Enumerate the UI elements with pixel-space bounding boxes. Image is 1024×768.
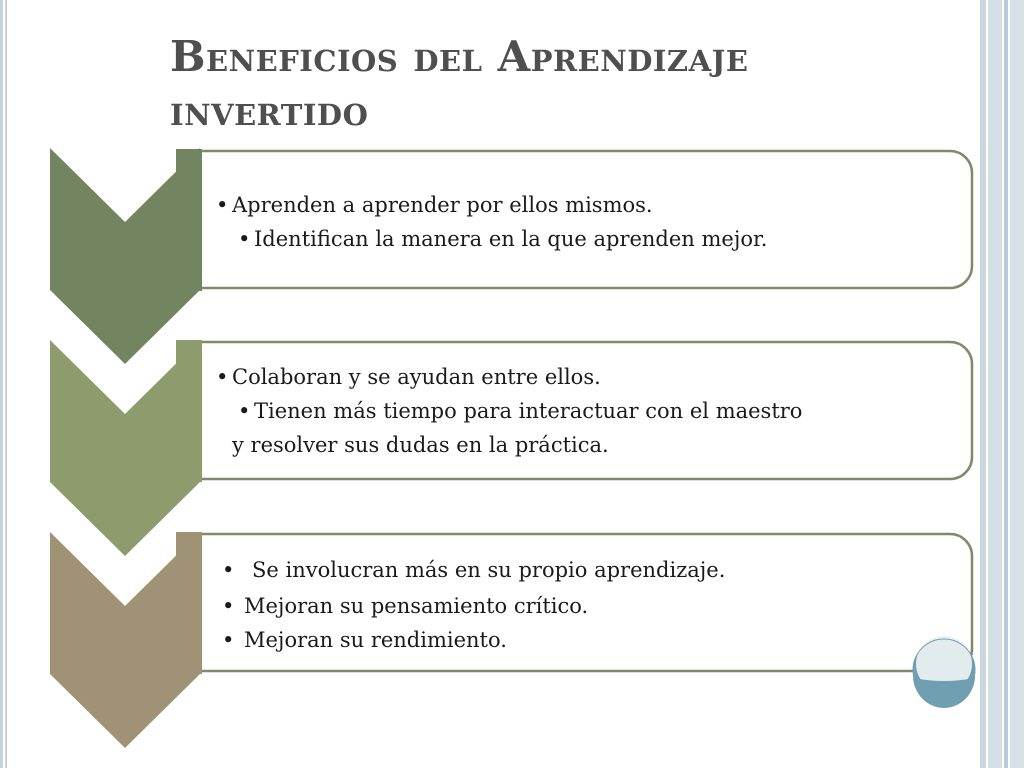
bullet-continuation <box>216 428 956 462</box>
bullet-glyph: • <box>222 628 235 652</box>
slide-title: Beneficios del Aprendizaje invertido <box>170 32 749 135</box>
bullet-glyph: • <box>216 193 229 217</box>
chevron-1-connector <box>176 149 202 291</box>
bullet-text: Colaboran y se ayudan entre ellos. <box>232 365 601 389</box>
step-3-text <box>222 553 962 657</box>
bullet-text: Identifican la manera en la que aprenden mejor. <box>254 227 768 251</box>
bullet-item <box>222 623 962 657</box>
bullet-glyph: • <box>222 594 235 618</box>
bullet-item <box>216 394 956 428</box>
bullet-item <box>222 589 962 623</box>
bullet-text: Tienen más tiempo para interactuar con el maestro <box>254 399 803 423</box>
bullet-glyph: • <box>238 227 251 251</box>
bullet-text: Mejoran su pensamiento crítico. <box>244 594 589 618</box>
step-1-text <box>216 188 956 256</box>
bullet-text: y resolver sus dudas en la práctica. <box>232 433 609 457</box>
bullet-glyph: • <box>222 558 235 582</box>
chevron-2-connector <box>176 340 202 482</box>
bullet-glyph: • <box>216 365 229 389</box>
bullet-text: Aprenden a aprender por ellos mismos. <box>232 193 653 217</box>
bullet-item <box>216 188 956 222</box>
bullet-text: Se involucran más en su propio aprendizaje. <box>252 558 726 582</box>
chevron-3-connector <box>176 532 202 674</box>
bullet-text: Mejoran su rendimiento. <box>244 628 507 652</box>
bullet-item <box>222 553 962 587</box>
bullet-glyph: • <box>238 399 251 423</box>
step-2-text <box>216 360 956 462</box>
bullet-item <box>216 360 956 394</box>
bullet-item <box>216 222 956 256</box>
